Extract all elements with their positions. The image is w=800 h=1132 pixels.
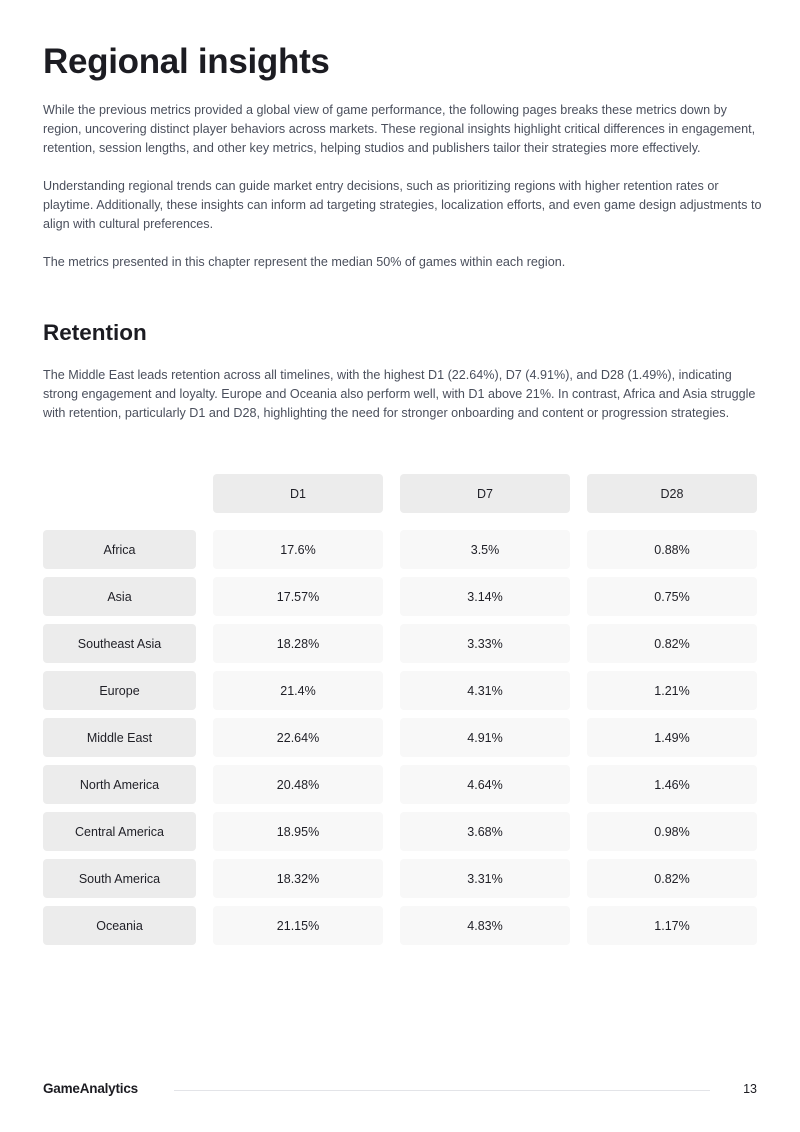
page-number: 13 <box>743 1082 757 1096</box>
table-cell: 0.75% <box>587 577 757 616</box>
intro-section <box>43 101 763 291</box>
table-cell: 4.91% <box>400 718 570 757</box>
intro-paragraph: While the previous metrics provided a global view of game performance, the following pages breaks these metrics down by region, uncovering distinct player behaviors across markets. These regional insights highlight critical differences in engagement, retention, session lengths, and other key metrics, helping studios and publishers tailor their strategies more effectively. <box>43 103 756 155</box>
table-cell: 3.33% <box>400 624 570 663</box>
table-cell: 18.32% <box>213 859 383 898</box>
table-cell: 1.21% <box>587 671 757 710</box>
table-cell: 21.4% <box>213 671 383 710</box>
column-header-d1: D1 <box>213 474 383 513</box>
column-header-d28: D28 <box>587 474 757 513</box>
intro-paragraph: Understanding regional trends can guide market entry decisions, such as prioritizing regions with higher retention rates or playtime. Additionally, these insights can inform ad targeting strategies, localization efforts, and even game design adjustments to align with cultural preferences. <box>43 179 762 231</box>
table-cell: 22.64% <box>213 718 383 757</box>
table-cell: 3.5% <box>400 530 570 569</box>
table-cell: 0.88% <box>587 530 757 569</box>
table-cell: 3.14% <box>400 577 570 616</box>
table-cell: 3.31% <box>400 859 570 898</box>
row-label: North America <box>43 765 196 804</box>
table-cell: 1.49% <box>587 718 757 757</box>
table-cell: 3.68% <box>400 812 570 851</box>
page-title: Regional insights <box>43 42 330 81</box>
table-cell: 4.31% <box>400 671 570 710</box>
table-cell: 0.82% <box>587 859 757 898</box>
footer-divider <box>174 1090 710 1091</box>
table-cell: 4.64% <box>400 765 570 804</box>
row-label: Europe <box>43 671 196 710</box>
row-label: South America <box>43 859 196 898</box>
row-label: Middle East <box>43 718 196 757</box>
table-cell: 21.15% <box>213 906 383 945</box>
retention-heading: Retention <box>43 320 147 345</box>
row-label: Southeast Asia <box>43 624 196 663</box>
table-cell: 17.57% <box>213 577 383 616</box>
row-label: Central America <box>43 812 196 851</box>
retention-description: The Middle East leads retention across all timelines, with the highest D1 (22.64%), D7 (4.91%), and D28 (1.49%), indicating strong engagement and loyalty. Europe and Oceania also perform well, with D1 above 21%. In contrast, Africa and Asia struggle with retention, particularly D1 and D28, highlighting the need for stronger onboarding and content or progression strategies. <box>43 368 756 420</box>
table-cell: 18.95% <box>213 812 383 851</box>
table-cell: 1.46% <box>587 765 757 804</box>
column-header-d7: D7 <box>400 474 570 513</box>
footer-brand-logo: GameAnalytics <box>43 1081 138 1096</box>
table-cell: 0.98% <box>587 812 757 851</box>
row-label: Oceania <box>43 906 196 945</box>
row-label: Asia <box>43 577 196 616</box>
table-cell: 18.28% <box>213 624 383 663</box>
table-cell: 17.6% <box>213 530 383 569</box>
row-label: Africa <box>43 530 196 569</box>
table-cell: 1.17% <box>587 906 757 945</box>
table-cell: 20.48% <box>213 765 383 804</box>
table-cell: 4.83% <box>400 906 570 945</box>
intro-paragraph: The metrics presented in this chapter represent the median 50% of games within each region. <box>43 255 566 269</box>
table-cell: 0.82% <box>587 624 757 663</box>
